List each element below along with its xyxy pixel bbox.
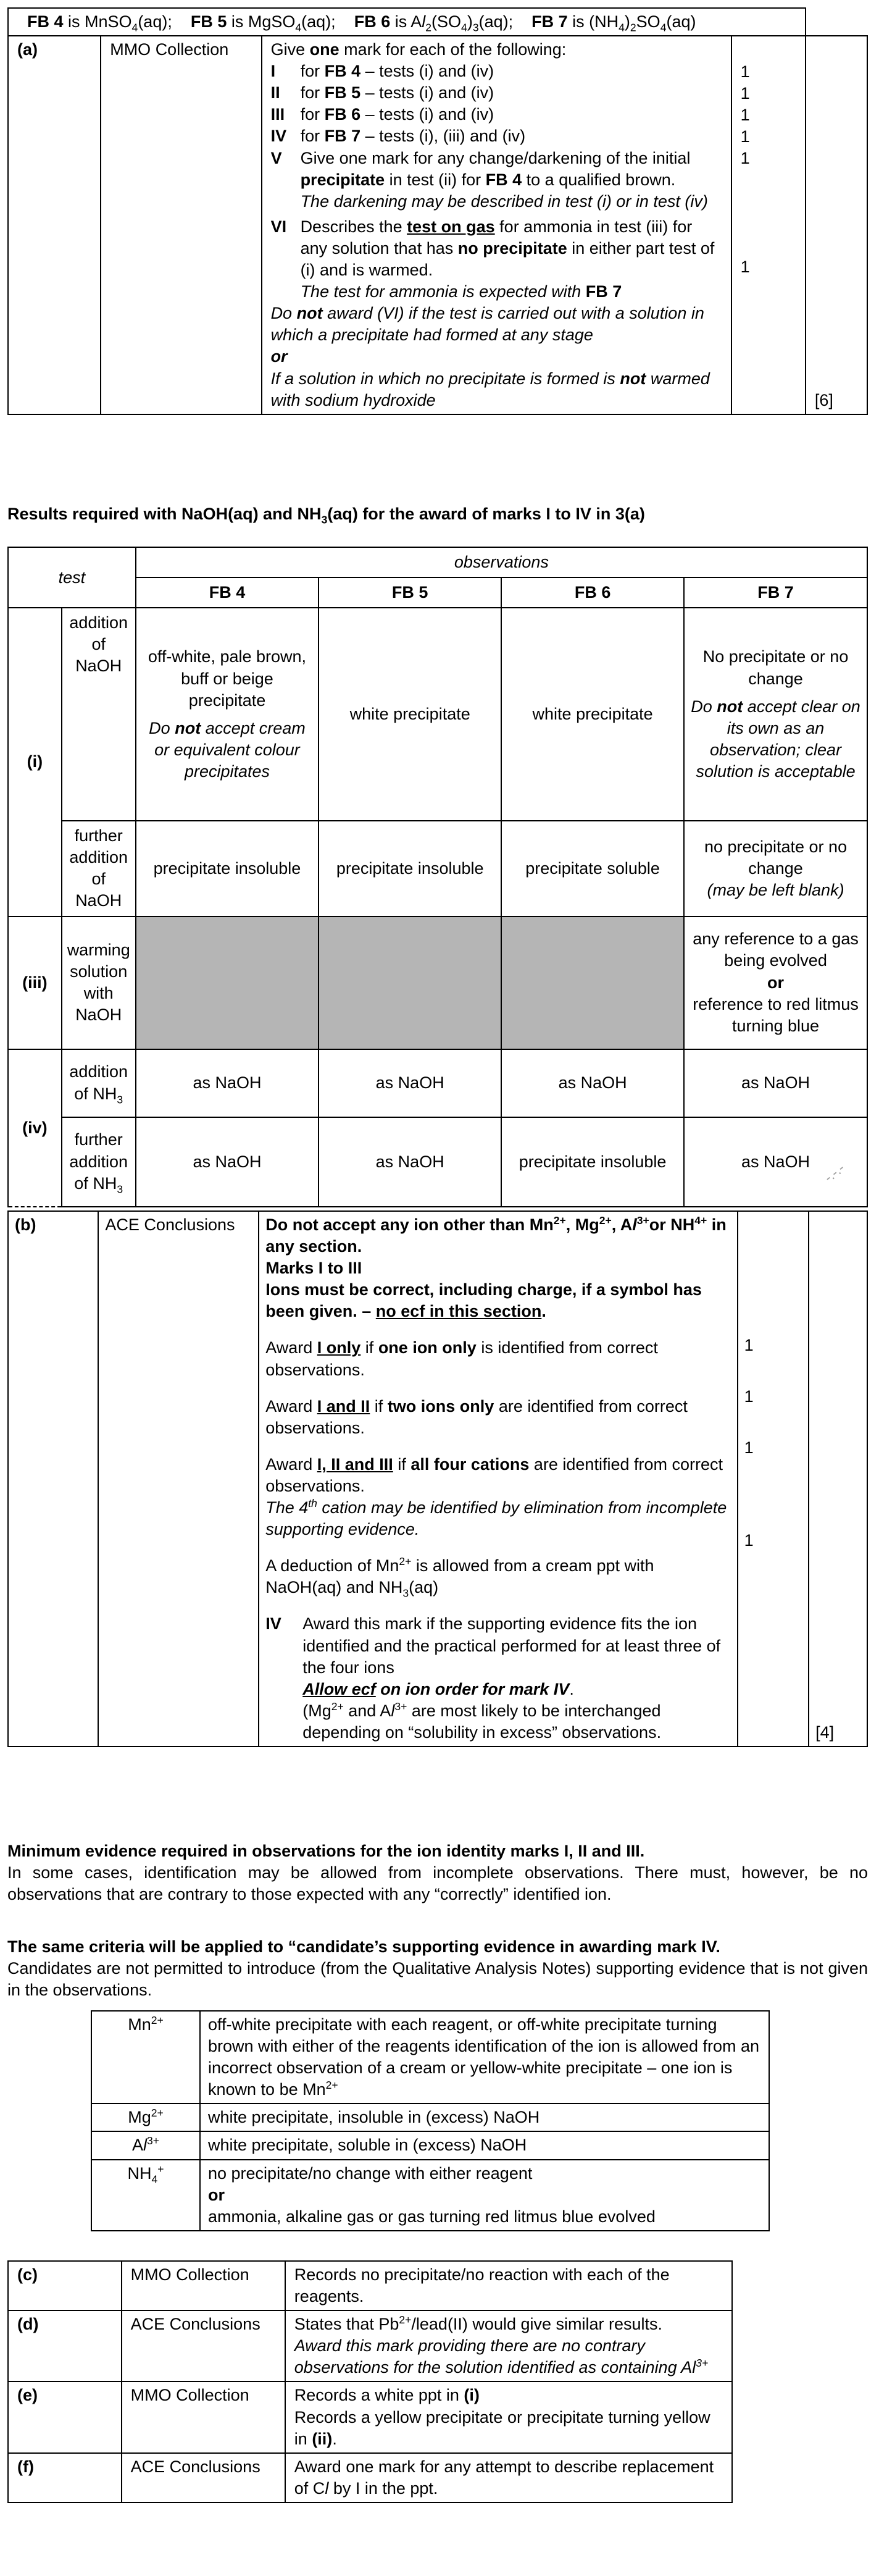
shaded-cell [136, 917, 319, 1049]
if-note: If a solution in which no precipitate is formed is not warmed with sodium hydroxide [270, 369, 710, 409]
section-b-text: Do not accept any ion other than $Mn^{2+}$, $Mg^{2+}$, $Al^{3+}or$ $NH^{4+}$ in any section. Marks I to III Ions must be correct, including charge, if a symbol has been given. – no ecf in this section. Award I only if one ion only is identified from correct observations. Award I and II if two ions only are identified from correct observations. Award I, II and III if all four cations are identified from correct observations. The 4th cation may be identified by elimination from incomplete supporting evidence. A deduction of $Mn^{2+}$ is allowed from a cream ppt with NaOH(aq) and $NH_3(aq)$ IV Award this mark if the supporting evidence fits the ion identified and the practical performed for at least three of the four ions Allow ecf on ion order for mark IV. ($Mg^{2+}$ and $Al^{3+}$ are most likely to be interchanged depending on “solubility in excess” observations. [259, 1211, 737, 1747]
test-header: test [8, 547, 136, 608]
ion-evidence-table [91, 2010, 770, 2231]
shaded-cell [319, 917, 501, 1049]
marks-column: 1 1 1 1 1 1 [731, 36, 806, 414]
criteria-block: The same criteria will be applied to “candidate’s supporting evidence in awarding mark IV. Candidates are not permitted to introduce (from the Qualitative Analysis Notes) supporting evidence that is not given in the observations. [7, 1937, 868, 2000]
results-heading: Results required with NaOH(aq) and $NH_3(aq)$ for the award of marks I to IV in 3(a) [7, 505, 645, 526]
fb-identity-row [8, 8, 867, 36]
item-II: II for FB 5 – tests (i) and (iv) [270, 83, 494, 103]
section-c-row: (c) MMO Collection Records no precipitate/no reaction with each of the reagents. [8, 2261, 732, 2310]
not-award-note: Do not award (VI) if the test is carried out with a solution in which a precipitate had formed at any stage [270, 304, 704, 345]
row-i-addition: (i) addition of NaOH off-white, pale brown, buff or beige precipitate Do not accept cream or equivalent colour precipitates white precipitate white precipitate No precipitate or no change Do not accept clear on its own as an observation; clear solution is acceptable [8, 608, 867, 821]
col-fb5: FB 5 [319, 577, 501, 608]
ion-row-al: $Al^{3+}$ white precipitate, soluble in (excess) NaOH [91, 2131, 769, 2159]
mark-IV: IV Award this mark if the supporting evidence fits the ion identified and the practical performed for at least three of the four ions Allow ecf on ion order for mark IV. ($Mg^{2+}$ and $Al^{3+}$ are most likely to be interchanged depending on “solubility in excess” observations. [265, 1614, 721, 1742]
fb4-identity: FB 4 is MnSO$_4$(aq); [27, 12, 172, 34]
total-marks: [6] [806, 36, 867, 414]
section-c-f-table [7, 2260, 733, 2503]
observations-table [7, 547, 868, 1207]
fb7-identity: FB 7 is $(NH_4)_2SO_4(aq)$ [531, 12, 696, 34]
fb7-i-a: No precipitate or no change Do not accept clear on its own as an observation; clear solution is acceptable [684, 608, 867, 821]
section-a-table [7, 7, 868, 415]
observations-header: observations [136, 547, 867, 577]
item-I: I for FB 4 – tests (i) and (iv) [270, 62, 494, 81]
or-word: or [270, 347, 288, 366]
section-a-row [8, 36, 867, 414]
row-iv-further: further addition of $NH_3$ as NaOH as NaOH precipitate insoluble as NaOH [8, 1117, 867, 1207]
fb6-identity: FB 6 is $Al_2(SO_4)_3(aq)$; [354, 12, 514, 34]
row-iii: (iii) warming solution with NaOH any reference to a gas being evolved or reference to red litmus turning blue [8, 917, 867, 1049]
section-f-row: (f) ACE Conclusions Award one mark for any attempt to describe replacement of Cl by I in the ppt. [8, 2453, 732, 2503]
mark-scheme-text [262, 36, 731, 414]
edge-watermark: -.-.- [821, 1160, 848, 1186]
row-iv-addition: (iv) addition of $NH_3$ as NaOH as NaOH as NaOH as NaOH [8, 1049, 867, 1117]
fb5-identity: FB 5 is MgSO$_4$(aq); [190, 12, 336, 34]
min-evidence-block: Minimum evidence required in observations for the ion identity marks I, II and III. In some cases, identification may be allowed from incomplete observations. There must, however, be no observations that are contrary to those expected with any “correctly” identified ion. [7, 1842, 868, 1904]
fb4-i-a: off-white, pale brown, buff or beige precipitate Do not accept cream or equivalent colour precipitates [136, 608, 319, 821]
item-III: III for FB 6 – tests (i) and (iv) [270, 105, 494, 124]
col-fb7: FB 7 [684, 577, 867, 608]
section-d-row: (d) ACE Conclusions States that $Pb^{2+}/lead(II)$ would give similar results. Award this mark providing there are no contrary observations for the solution identified as containing $Al^{3+}$ [8, 2310, 732, 2381]
shaded-cell [501, 917, 684, 1049]
intro-line: Give one mark for each of the following: [270, 40, 567, 59]
col-fb6: FB 6 [501, 577, 684, 608]
item-IV: IV for FB 7 – tests (i), (iii) and (iv) [270, 127, 526, 146]
ion-row-mg: $Mg^{2+}$ white precipitate, insoluble in (excess) NaOH [91, 2104, 769, 2131]
row-i-further: further addition of NaOH precipitate insoluble precipitate insoluble precipitate soluble no precipitate or no change (may be left blank) [8, 821, 867, 916]
row-i-label: (i) [8, 608, 62, 916]
ion-row-mn: $Mn^{2+}$ off-white precipitate with each reagent, or off-white precipitate turning brown with either of the reagents identification of the ion is allowed from an incorrect observation of a cream or yellow-white precipitate – one ion is known to be $Mn^{2+}$ [91, 2011, 769, 2104]
col-fb4: FB 4 [136, 577, 319, 608]
part-label: (a) [8, 36, 101, 414]
section-e-row: (e) MMO Collection Records a white ppt in (i) Records a yellow precipitate or precipitate turning yellow in (ii). [8, 2381, 732, 2452]
ion-row-nh4: $NH_4^+$ no precipitate/no change with either reagent or ammonia, alkaline gas or gas turning red litmus blue evolved [91, 2160, 769, 2231]
item-V: V Give one mark for any change/darkening of the initial precipitate in test (ii) for FB 4 to a qualified brown. The darkening may be described in test (i) or in test (iv) [270, 148, 708, 211]
skill-label: MMO Collection [101, 36, 261, 414]
item-VI: VI Describes the test on gas for ammonia in test (iii) for any solution that has no precipitate in either part test of (i) and is warmed. The test for ammonia is expected with FB 7 [270, 217, 715, 301]
section-b-table: (b) ACE Conclusions Do not accept any ion other than $Mn^{2+}$, $Mg^{2+}$, $Al^{3+}or$ $NH^{4+}$ in any section. Marks I to III Ions must be correct, including charge, if a symbol has been given. – no ecf in this section. Award I only if one ion only is identified from correct observations. Award I and II if two ions only are identified from correct observations. Award I, II and III if all four cations are identified from correct observations. The 4th cation may be identified by elimination from incomplete supporting evidence. A deduction of $Mn^{2+}$ is allowed from a cream ppt with NaOH(aq) and $NH_3(aq)$ IV Award this mark if the supporting evidence fits the ion identified and the practical performed for at least three of the four ions Allow ecf on ion order for mark IV. ($Mg^{2+}$ and $Al^{3+}$ are most likely to be interchanged depending on “solubility in excess” observations. 1 1 1 1 [4] [7, 1210, 868, 1747]
